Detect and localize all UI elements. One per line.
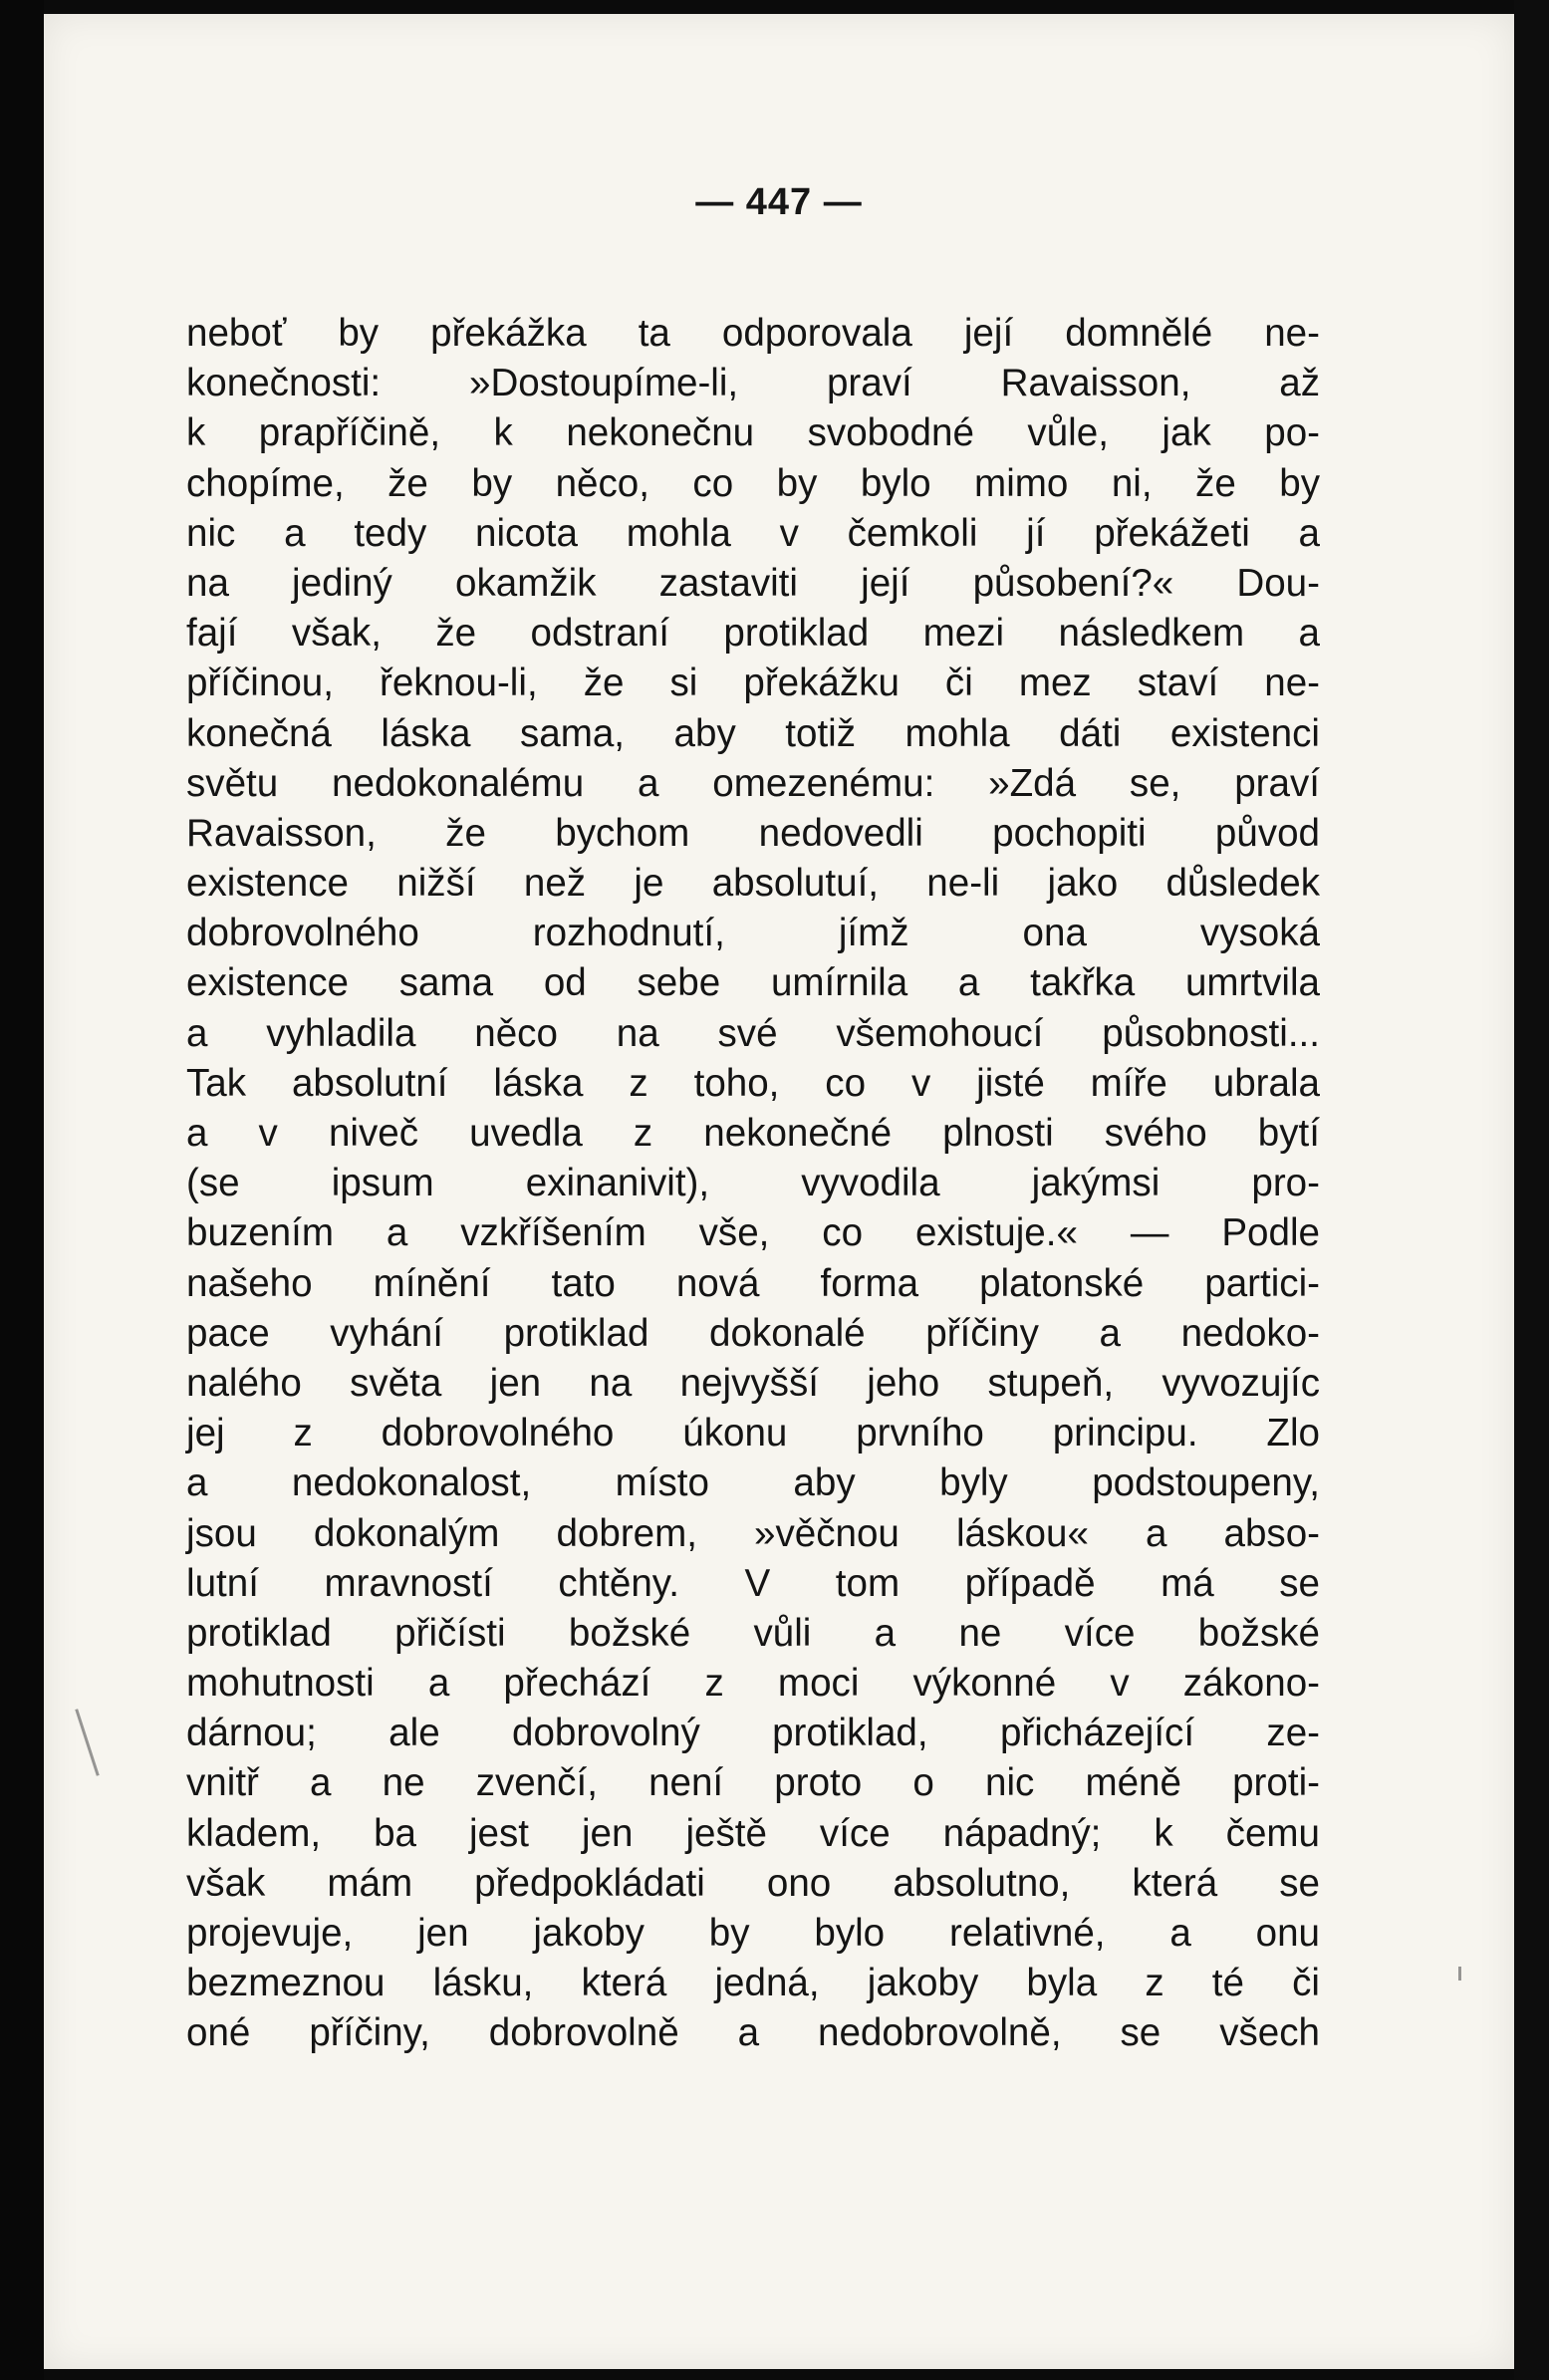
text-line: Ravaisson, že bychom nedovedli pochopiti původ	[186, 811, 1320, 855]
text-line: neboť by překážka ta odporovala její domnělé ne-	[186, 312, 1320, 355]
text-line: mohutnosti a přechází z moci výkonné v zákono-	[186, 1662, 1320, 1706]
scan-left-edge	[0, 0, 44, 2380]
text-line: však mám předpokládati ono absolutno, která se	[186, 1861, 1320, 1905]
text-line: našeho mínění tato nová forma platonské partici-	[186, 1261, 1320, 1305]
text-line: k prapříčině, k nekonečnu svobodné vůle, jak po-	[186, 411, 1320, 455]
text-line: na jediný okamžik zastaviti její působení?« Dou-	[186, 561, 1320, 605]
text-line: existence nižší než je absolutuí, ne-li jako důsledek	[186, 862, 1320, 906]
text-line: Tak absolutní láska z toho, co v jisté míře ubrala	[186, 1061, 1320, 1105]
text-line: kladem, ba jest jen ještě více nápadný; k čemu	[186, 1811, 1320, 1855]
text-line: světu nedokonalému a omezenému: »Zdá se, praví	[186, 761, 1320, 805]
text-line: konečná láska sama, aby totiž mohla dáti existenci	[186, 711, 1320, 755]
page-number: — 447 —	[695, 181, 863, 223]
text-line: a vyhladila něco na své všemohoucí působnosti...	[186, 1011, 1320, 1055]
text-line: pace vyhání protiklad dokonalé příčiny a nedoko-	[186, 1311, 1320, 1355]
text-line: existence sama od sebe umírnila a takřka umrtvila	[186, 961, 1320, 1005]
book-page	[44, 14, 1514, 2369]
text-line: dárnou; ale dobrovolný protiklad, přicházející ze-	[186, 1712, 1320, 1755]
scan-speck	[75, 1709, 99, 1776]
text-line: nalého světa jen na nejvyšší jeho stupeň, vyvozujíc	[186, 1361, 1320, 1405]
text-line: bezmeznou lásku, která jedná, jakoby byla z té či	[186, 1962, 1320, 2005]
text-line: protiklad přičísti božské vůli a ne více božské	[186, 1611, 1320, 1655]
text-line: příčinou, řeknou-li, že si překážku či mez staví ne-	[186, 661, 1320, 705]
text-line: lutní mravností chtěny. V tom případě má se	[186, 1561, 1320, 1605]
scan-right-edge	[1514, 0, 1549, 2380]
scan-speck	[1458, 1967, 1461, 1981]
text-line: nic a tedy nicota mohla v čemkoli jí překážeti a	[186, 511, 1320, 555]
text-line: a v niveč uvedla z nekonečné plnosti svého bytí	[186, 1112, 1320, 1155]
text-line: (se ipsum exinanivit), vyvodila jakýmsi pro-	[186, 1162, 1320, 1205]
text-line: jsou dokonalým dobrem, »věčnou láskou« a abso-	[186, 1511, 1320, 1555]
text-line: chopíme, že by něco, co by bylo mimo ni, že by	[186, 461, 1320, 505]
text-line: buzením a vzkříšením vše, co existuje.« — Podle	[186, 1211, 1320, 1255]
text-line: projevuje, jen jakoby by bylo relativné, a onu	[186, 1912, 1320, 1955]
body-text	[186, 309, 1320, 2059]
text-line: jej z dobrovolného úkonu prvního principu. Zlo	[186, 1412, 1320, 1455]
text-line: konečnosti: »Dostoupíme-li, praví Ravaisson, až	[186, 362, 1320, 405]
text-line: dobrovolného rozhodnutí, jímž ona vysoká	[186, 912, 1320, 955]
text-line: fají však, že odstraní protiklad mezi následkem a	[186, 612, 1320, 656]
text-line: a nedokonalost, místo aby byly podstoupeny,	[186, 1461, 1320, 1505]
text-line: vnitř a ne zvenčí, není proto o nic méně proti-	[186, 1761, 1320, 1805]
text-line: oné příčiny, dobrovolně a nedobrovolně, se všech	[186, 2011, 1320, 2055]
